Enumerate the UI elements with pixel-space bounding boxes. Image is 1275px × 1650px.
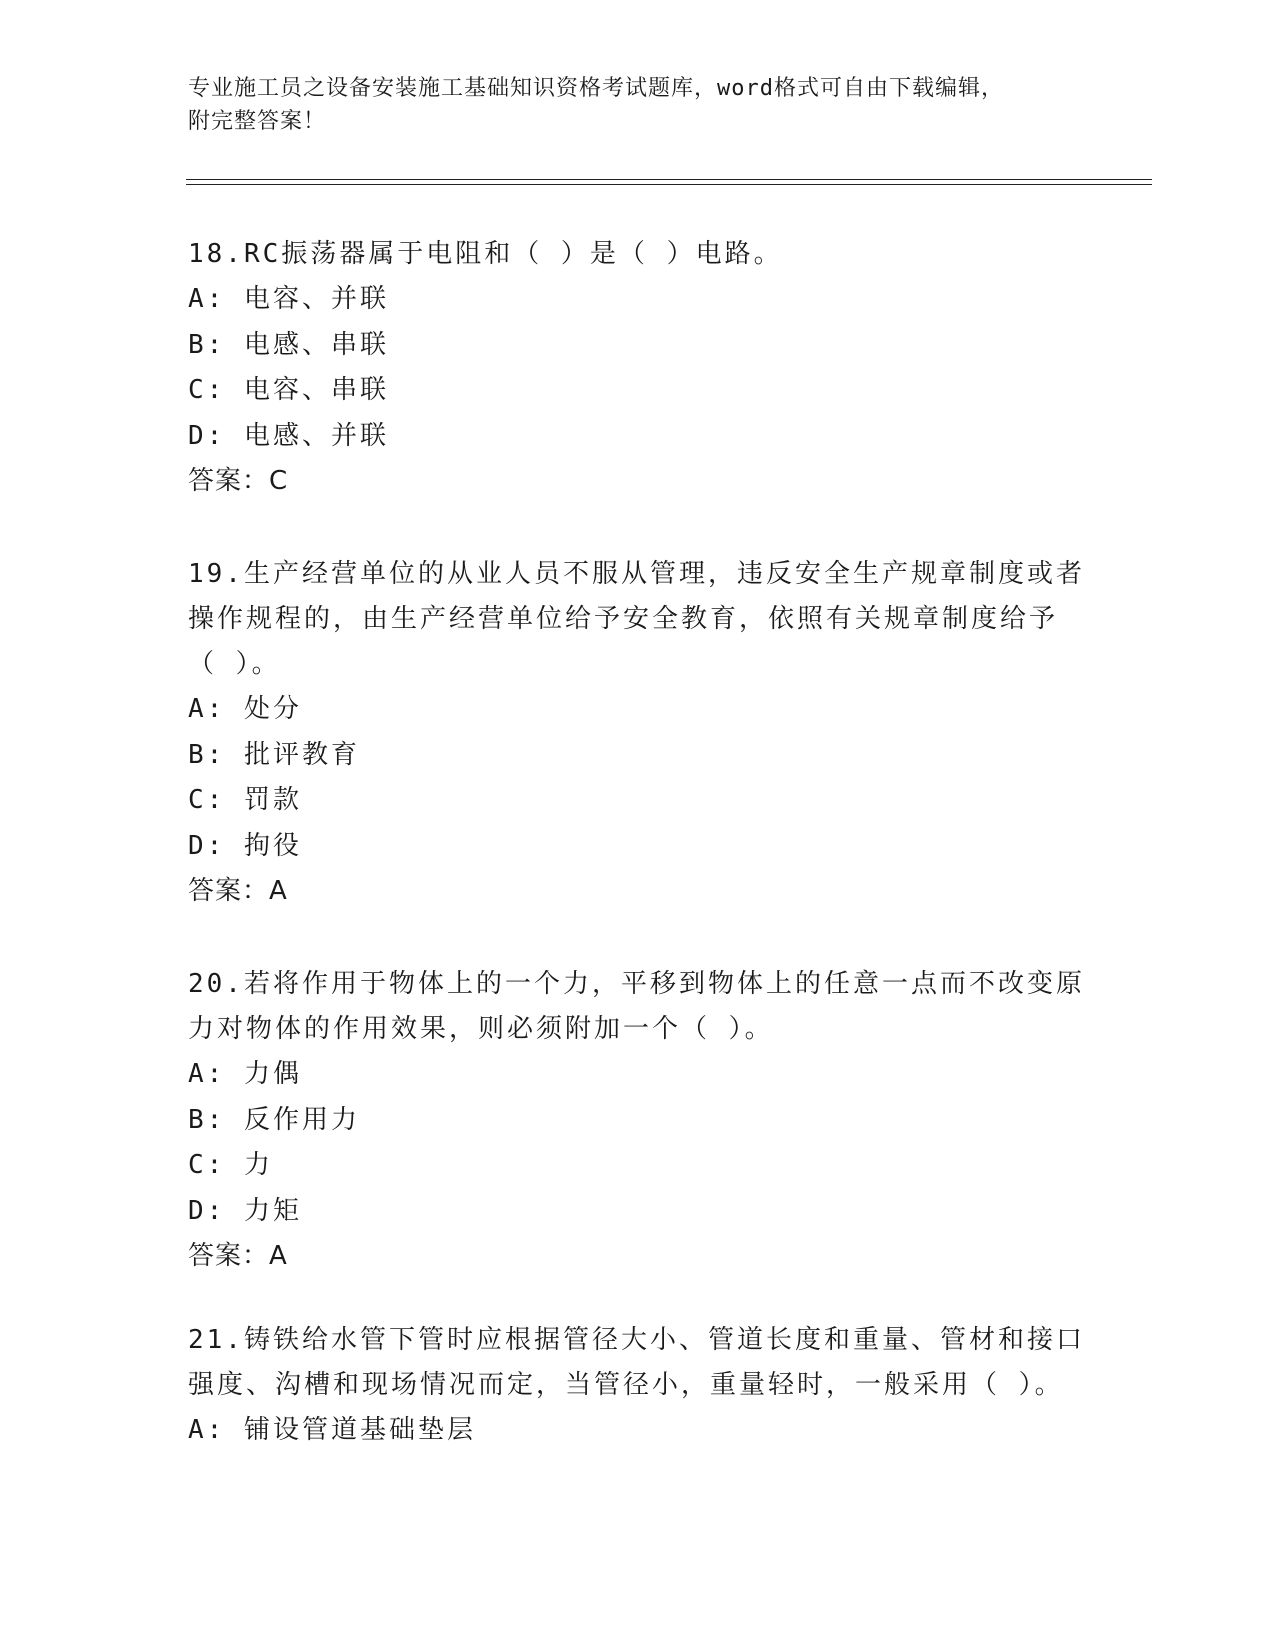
- question-line: 生产经营单位的从业人员不服从管理，违反安全生产规章制度或者: [243, 559, 1085, 589]
- option-d: D: 拘役: [188, 830, 302, 861]
- option-c: C: 力: [188, 1150, 273, 1180]
- option-a: A: 铺设管道基础垫层: [188, 1415, 476, 1445]
- question-line: 若将作用于物体上的一个力，平移到物体上的任意一点而不改变原: [243, 969, 1085, 999]
- question-21: [188, 1318, 1088, 1454]
- question-19: [188, 552, 1088, 914]
- question-18: [188, 232, 1088, 504]
- question-number: 21.: [188, 1325, 244, 1355]
- option-a: A: 力偶: [188, 1059, 302, 1089]
- option-d: D: 力矩: [188, 1195, 302, 1226]
- question-line: 铸铁给水管下管时应根据管径大小、管道长度和重量、管材和接口: [243, 1325, 1085, 1355]
- question-text: [188, 962, 1088, 1007]
- option-b: B: 电感、串联: [188, 329, 389, 360]
- answer: 答案：A: [188, 876, 288, 906]
- question-text: [188, 552, 1088, 597]
- question-number: 18.: [188, 239, 244, 269]
- question-line: RC振荡器属于电阻和（ ）是（ ）电路。: [243, 239, 783, 269]
- question-text-continued: 力对物体的作用效果，则必须附加一个（ ）。: [188, 1014, 774, 1044]
- header-divider-top: [186, 179, 1152, 180]
- header-line-2: 附完整答案！: [188, 109, 327, 134]
- option-b: B: 批评教育: [188, 739, 360, 770]
- question-text: [188, 232, 1088, 277]
- option-a: A: 电容、并联: [188, 284, 389, 314]
- question-number: 20.: [188, 969, 244, 999]
- option-d: D: 电感、并联: [188, 420, 389, 451]
- question-text-continued: （ ）。: [188, 649, 281, 679]
- answer: 答案：C: [188, 466, 289, 496]
- question-number: 19.: [188, 559, 244, 589]
- question-20: [188, 962, 1088, 1279]
- question-text-continued: 强度、沟槽和现场情况而定，当管径小，重量轻时，一般采用（ ）。: [188, 1370, 1064, 1400]
- option-a: A: 处分: [188, 694, 302, 724]
- question-text: [188, 1318, 1088, 1363]
- answer: 答案：A: [188, 1241, 288, 1271]
- header-divider-bottom: [186, 184, 1152, 185]
- document-header: [188, 72, 1088, 138]
- option-c: C: 罚款: [188, 785, 302, 815]
- option-b: B: 反作用力: [188, 1104, 360, 1135]
- option-c: C: 电容、串联: [188, 375, 389, 405]
- question-text-continued: 操作规程的，由生产经营单位给予安全教育，依照有关规章制度给予: [188, 604, 1059, 634]
- header-line-1: 专业施工员之设备安装施工基础知识资格考试题库，word格式可自由下载编辑，: [188, 76, 1004, 101]
